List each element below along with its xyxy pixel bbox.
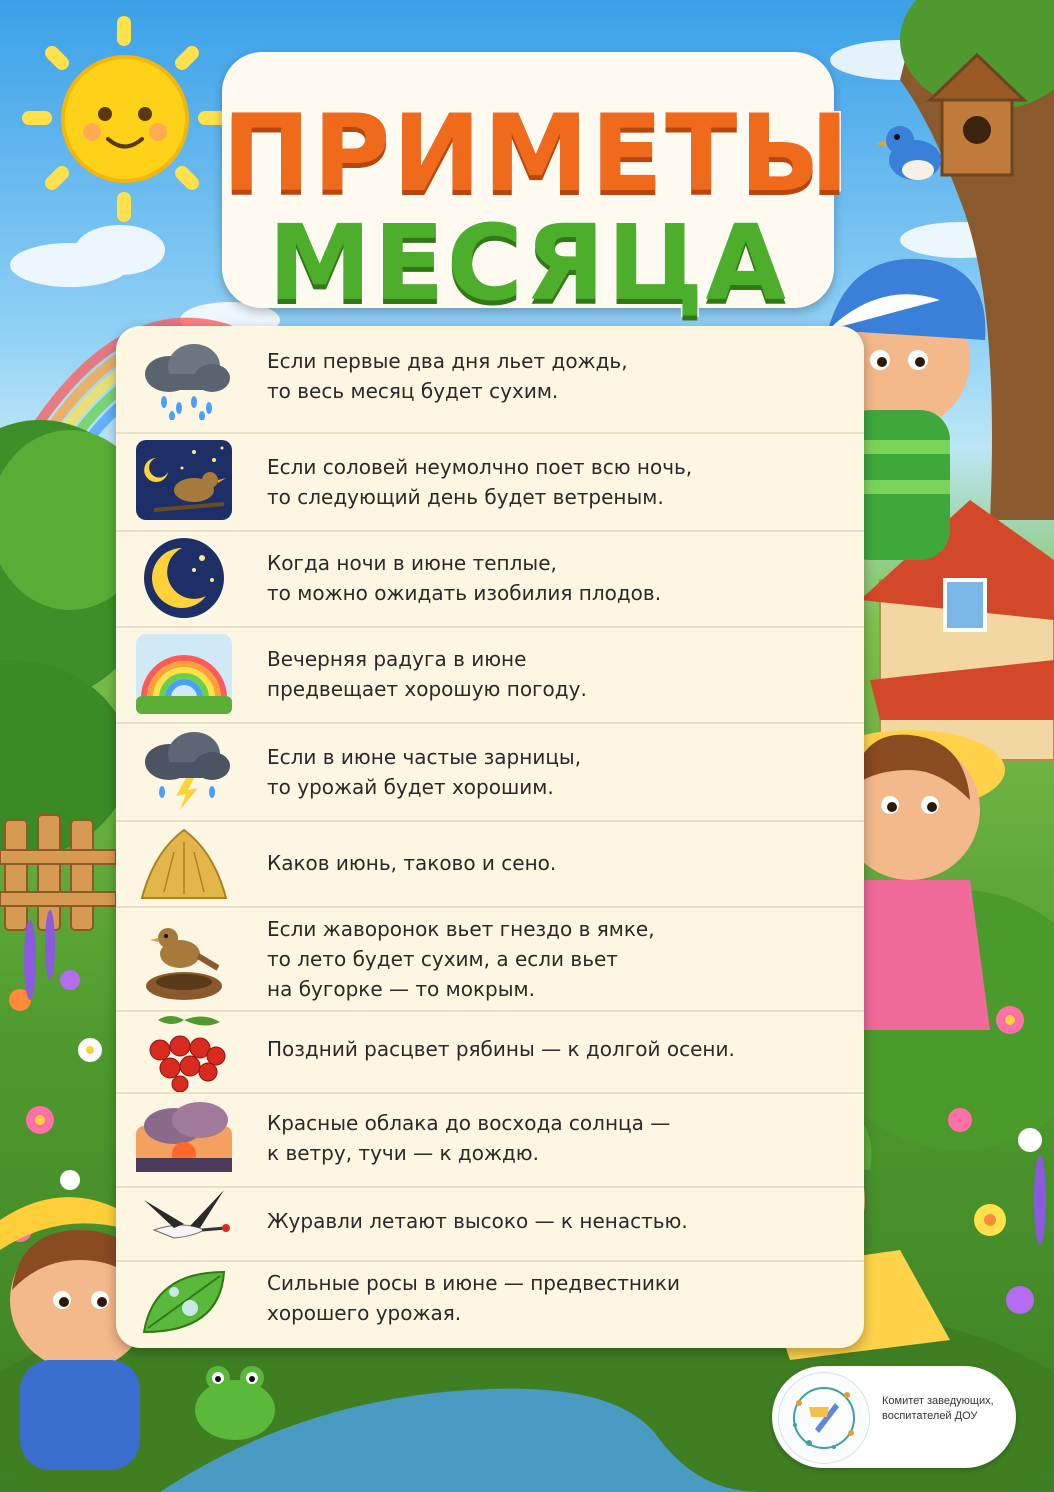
- sign-text: Журавли летают высоко — к ненастью.: [267, 1209, 688, 1233]
- sign-row: [116, 1186, 864, 1262]
- sign-text: Сильные росы в июне — предвестники хорошего урожая.: [267, 1271, 681, 1325]
- sign-text: Каков июнь, таково и сено.: [267, 851, 557, 875]
- sign-text: Когда ночи в июне теплые, то можно ожидать изобилия плодов.: [267, 551, 662, 605]
- sign-row: [116, 626, 864, 724]
- sun-icon: [20, 14, 230, 224]
- rainbow-icon: [134, 632, 234, 716]
- sign-row: [116, 326, 864, 434]
- organization-badge: [772, 1366, 1016, 1468]
- organization-logo: [778, 1372, 870, 1464]
- rowan-berries-icon: [134, 1008, 234, 1092]
- title-plate: [222, 52, 852, 324]
- sign-row: [116, 722, 864, 822]
- organization-name: Комитет заведующих, воспитателей ДОУ: [882, 1395, 994, 1422]
- sign-text: Если соловей неумолчно поет всю ночь, то следующий день будет ветреным.: [267, 455, 693, 509]
- sign-text: Если жаворонок вьет гнездо в ямке, то лето будет сухим, а если вьет на бугорке — то мокрым.: [267, 917, 655, 1001]
- sign-row: [116, 906, 864, 1012]
- sign-text: Если в июне частые зарницы, то урожай будет хорошим.: [267, 745, 582, 799]
- sign-text: Поздний расцвет рябины — к долгой осени.: [267, 1037, 735, 1061]
- thunder-cloud-icon: [134, 728, 234, 812]
- sign-text: Если первые два дня льет дождь, то весь месяц будет сухим.: [267, 349, 628, 403]
- lark-nest-icon: [134, 912, 234, 1004]
- bluebird-decoration: [876, 126, 941, 180]
- dew-leaf-icon: [134, 1262, 234, 1346]
- nightingale-night-icon: [134, 438, 234, 522]
- sign-row: [116, 1092, 864, 1188]
- sign-row: [116, 1260, 864, 1348]
- sign-row: [116, 432, 864, 532]
- sign-row: [116, 530, 864, 628]
- sign-row: [116, 1010, 864, 1094]
- rain-cloud-icon: [134, 336, 234, 420]
- red-clouds-sunrise-icon: [134, 1096, 234, 1180]
- sign-row: [116, 820, 864, 908]
- page-title-line-2: МЕСЯЦА: [268, 202, 788, 324]
- sign-text: Вечерняя радуга в июне предвещает хорошую погоду.: [267, 647, 587, 701]
- signs-card: [116, 326, 864, 1348]
- crescent-moon-icon: [134, 536, 234, 620]
- page-title-line-1: ПРИМЕТЫ: [222, 92, 852, 215]
- crane-icon: [134, 1180, 234, 1264]
- sign-text: Красные облака до восхода солнца — к ветру, тучи — к дождю.: [267, 1111, 671, 1165]
- haystack-icon: [134, 822, 234, 906]
